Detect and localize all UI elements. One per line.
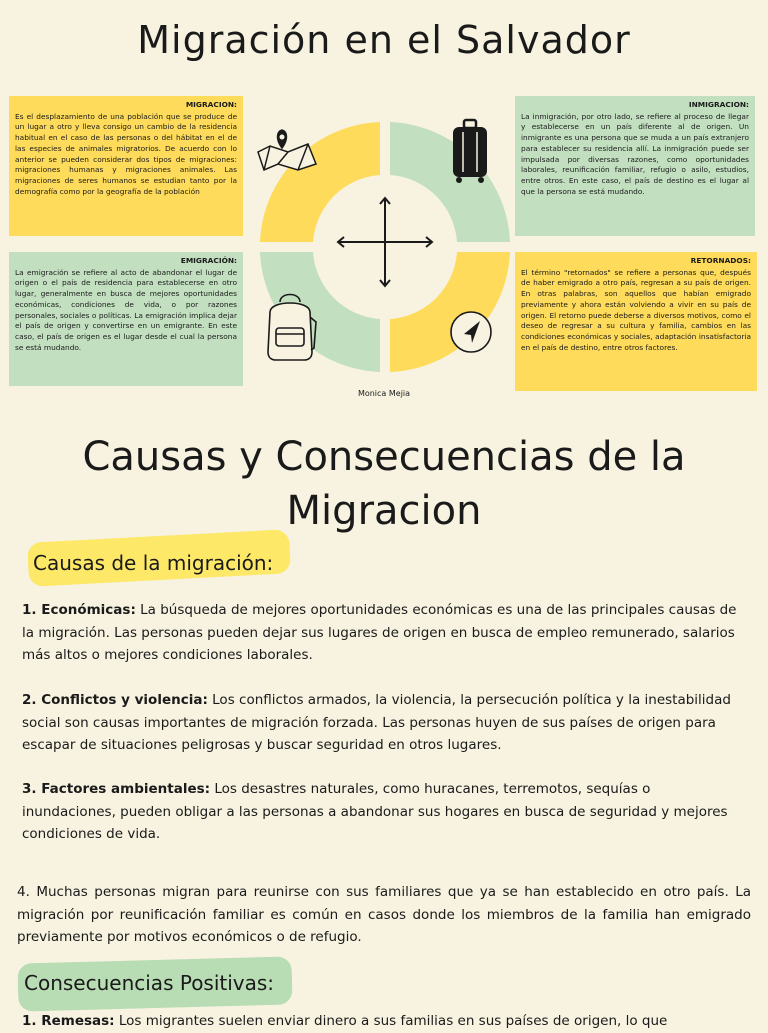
suitcase-icon bbox=[453, 120, 487, 183]
inmigracion-text: La inmigración, por otro lado, se refiere al proceso de llegar y establecerse en un país diferente al de origen. Un inmigrante es una persona que se muda a un país extranjero para establecer su residencia allí. La inmigración puede ser impulsada por diversas razones, como oportunidades laborales, reunificación familiar, refugio o asilo, estudios, entre otros. En este caso, el país de destino es el lugar al que la persona se está mudando. bbox=[521, 111, 749, 196]
inmigracion-box bbox=[515, 96, 755, 236]
causa-economicas-label: 1. Económicas: bbox=[22, 602, 136, 618]
migracion-text: Es el desplazamiento de una población que se produce de un lugar a otro y lleva consigo un cambio de la residencia habitual en el caso de las personas o del hábitat en el de las especies de animales migratorios. De acuerdo con lo anterior se pueden considerar dos tipos de migraciones: migraciones humanas y migraciones animales. Las migraciones de seres humanos se estudian tanto por la demografía como por la geografía de la población bbox=[15, 111, 237, 196]
causa-reunificacion: 4. Muchas personas migran para reunirse con sus familiares que ya se han establecido en otro país. La migración por reunificación familiar es común en casos donde los miembros de la familia han emigrado previamente por motivos económicos o de refugio. bbox=[17, 884, 751, 945]
emigracion-heading: EMIGRACIÓN: bbox=[180, 256, 237, 265]
consecuencia-remesas bbox=[22, 1010, 752, 1033]
causa-conflictos-label: 2. Conflictos y violencia: bbox=[22, 692, 208, 708]
retornados-box bbox=[515, 252, 757, 391]
navigation-arrow-icon bbox=[451, 312, 491, 352]
retornados-text: El término "retornados" se refiere a personas que, después de haber emigrado a otro país, regresan a su país de origen. En otras palabras, son aquellos que habían emigrado previamente y ahora están volviendo a vivir en su país de origen. El retorno puede deberse a diversos motivos, como el deseo de regresar a su cultura y familia, cambios en las condiciones económicas y sociales, adaptación insatisfactoria en el país de destino, entre otros factores. bbox=[521, 267, 751, 352]
section-heading-line1: Causas y Consecuencias de la bbox=[82, 434, 686, 480]
causa-ambientales bbox=[22, 778, 744, 846]
emigracion-box bbox=[9, 252, 243, 386]
causa-ambientales-text: Los desastres naturales, como huracanes, terremotos, sequías o inundaciones, pueden obligar a las personas a abandonar sus hogares en busca de seguridad y mejores condiciones de vida. bbox=[22, 781, 728, 842]
map-pin-icon bbox=[258, 130, 316, 170]
migracion-box bbox=[9, 96, 243, 236]
causa-ambientales-label: 3. Factores ambientales: bbox=[22, 781, 211, 797]
causa-conflictos-text: Los conflictos armados, la violencia, la persecución política y la inestabilidad social son causas importantes de migración forzada. Las personas huyen de sus países de origen para escapar de situaciones peligrosas y buscar seguridad en otros lugares. bbox=[22, 692, 731, 753]
consecuencias-title: Consecuencias Positivas: bbox=[24, 971, 275, 995]
causa-conflictos bbox=[22, 689, 744, 757]
retornados-heading: RETORNADOS: bbox=[690, 256, 751, 265]
author-credit: Monica Mejia bbox=[357, 389, 411, 398]
inmigracion-heading: INMIGRACION: bbox=[688, 100, 749, 109]
consecuencia-remesas-text: Los migrantes suelen enviar dinero a sus familias en sus países de origen, lo que bbox=[114, 1013, 668, 1029]
causas-title: Causas de la migración: bbox=[33, 551, 274, 575]
migration-cycle-diagram bbox=[250, 112, 520, 382]
migracion-heading: MIGRACION: bbox=[185, 100, 237, 109]
causa-economicas bbox=[22, 599, 744, 667]
emigracion-text: La emigración se refiere al acto de abandonar el lugar de origen o el país de residencia para establecerse en otro lugar, generalmente en busca de mejores oportunidades económicas, condiciones de vida, o por razones personales, sociales o políticas. La emigración implica dejar el país de origen y convertirse en un emigrante. En este caso, el país de origen es el lugar desde el cual la persona se está mudando. bbox=[15, 267, 237, 352]
consecuencia-remesas-label: 1. Remesas: bbox=[22, 1013, 115, 1029]
section-heading-line2: Migracion bbox=[286, 488, 482, 534]
causa-economicas-text: La búsqueda de mejores oportunidades económicas es una de las principales causas de la migración. Las personas pueden dejar sus lugares de origen en busca de empleo remunerado, salarios más altos o mejores condiciones laborales. bbox=[22, 602, 737, 663]
section-heading bbox=[0, 430, 768, 538]
page-title: Migración en el Salvador bbox=[137, 18, 631, 62]
